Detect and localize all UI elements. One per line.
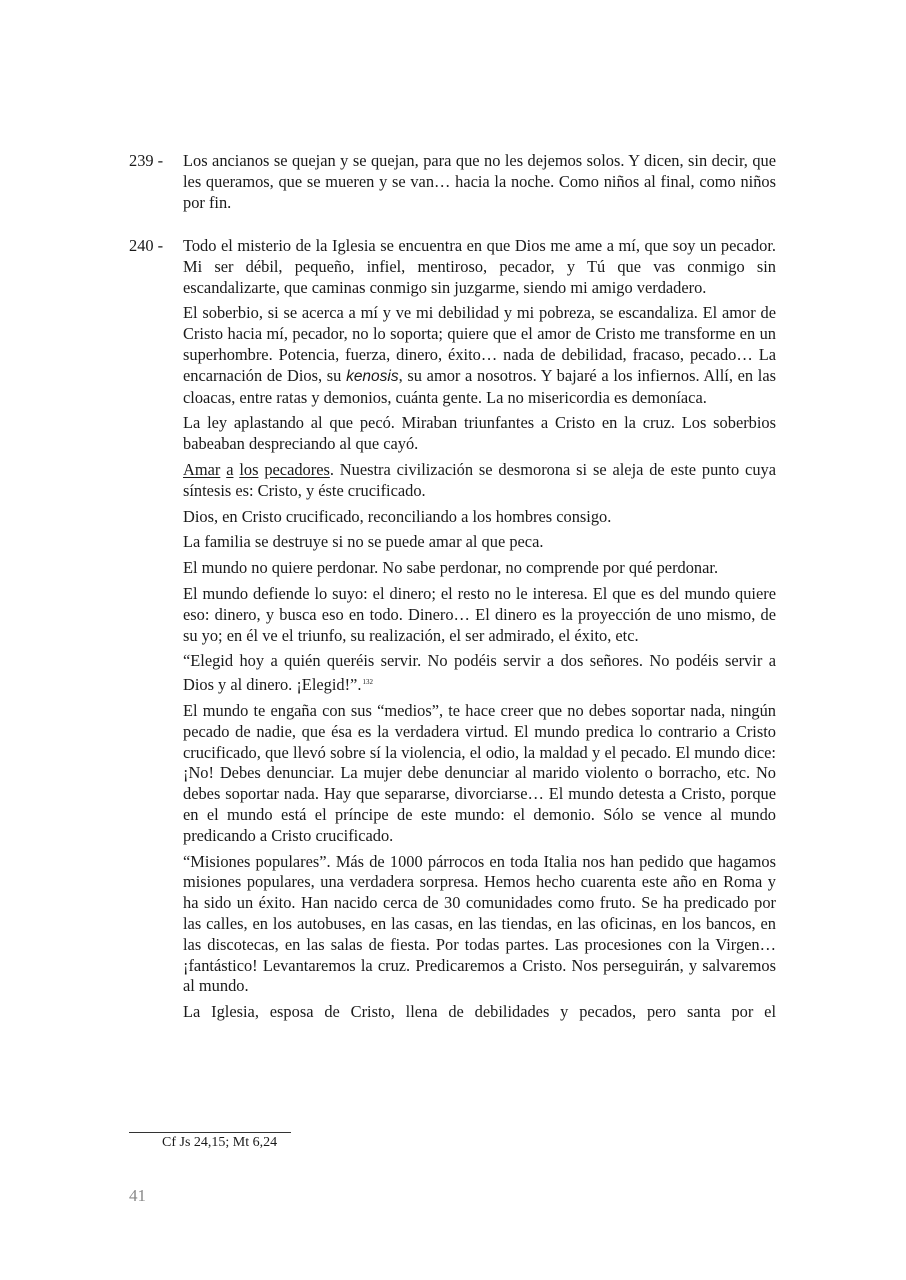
underlined-word: Amar bbox=[183, 459, 221, 479]
paragraph bbox=[183, 303, 776, 408]
text-run: . Nuestra civilización se desmorona si se aleja de este punto cuya síntesis es: Cristo, y éste crucificado. bbox=[183, 459, 777, 500]
paragraph: Dios, en Cristo crucificado, reconciliando a los hombres consigo. bbox=[183, 506, 612, 526]
footnote-rule bbox=[129, 1132, 291, 1133]
paragraph bbox=[183, 460, 776, 502]
footnote-text: Cf Js 24,15; Mt 6,24 bbox=[162, 1135, 278, 1150]
paragraph: El mundo defiende lo suyo: el dinero; el resto no le interesa. El que es del mundo quiere eso: dinero, y busca eso en todo. Dinero… El dinero es la proyección de uno mismo, de su yo; en él ve el triunfo, su realización, el ser admirado, el éxito, etc. bbox=[183, 583, 776, 645]
footnote-reference[interactable]: 132 bbox=[362, 678, 373, 687]
paragraph: La ley aplastando al que pecó. Miraban triunfantes a Cristo en la cruz. Los soberbios babeaban despreciando al que cayó. bbox=[183, 413, 776, 454]
entry-number: 239 - bbox=[129, 151, 164, 170]
text-run: El soberbio, si se acerca a mí y ve mi debilidad y mi pobreza, se escandaliza. El amor de Cristo hacia mí, pecador, no lo soporta; quiere que el amor de Cristo me transforme en un superhombre. Potencia, fuerza, dinero, éxito… nada de debilidad, fracaso, pecado… La encarnación de Dios, su bbox=[183, 303, 776, 385]
paragraph: Los ancianos se quejan y se quejan, para que no les dejemos solos. Y dicen, sin decir, que les queramos, que se mueren y se van… hacia la noche. Como niños al final, como niños por fin. bbox=[183, 151, 776, 212]
page-number: 41 bbox=[129, 1186, 146, 1205]
paragraph: La familia se destruye si no se puede amar al que peca. bbox=[183, 532, 544, 552]
underlined-word: pecadores bbox=[264, 459, 330, 479]
paragraph: “Misiones populares”. Más de 1000 párrocos en toda Italia nos han pedido que hagamos misiones populares, una verdadera sorpresa. Hemos hecho cuarenta este año en Roma y ha sido un éxito. Han nacido cerca de 30 comunidades como fruto. Se ha predicado por las calles, en los autobuses, en las casas, en las tiendas, en las oficinas, en los bancos, en las discotecas, en las salas de fiesta. Por todas partes. Las procesiones con la Virgen… ¡fantástico! Levantaremos la cruz. Predicaremos a Cristo. Nos perseguirán, y salvaremos al mundo. bbox=[183, 851, 776, 996]
text-run: , su amor a nosotros. Y bajaré a los infiernos. Allí, en las cloacas, entre ratas y demonios, cuánta gente. La no misericordia es demoníaca. bbox=[183, 365, 777, 407]
paragraph: La Iglesia, esposa de Cristo, llena de debilidades y pecados, pero santa por el bbox=[183, 1002, 776, 1022]
paragraph: Todo el misterio de la Iglesia se encuentra en que Dios me ame a mí, que soy un pecador. Mi ser débil, pequeño, infiel, mentiroso, pecador, y Tú que vas conmigo sin escandalizarte, que caminas conmigo sin juzgarme, siendo mi amigo verdadero. bbox=[183, 236, 776, 297]
entry-number: 240 - bbox=[129, 236, 164, 255]
entry-body bbox=[183, 236, 776, 1028]
underlined-word: a bbox=[226, 459, 234, 479]
paragraph: El mundo no quiere perdonar. No sabe perdonar, no comprende por qué perdonar. bbox=[183, 558, 719, 578]
text-run: “Elegid hoy a quién queréis servir. No podéis servir a dos señores. No podéis servir a Dios y al dinero. ¡Elegid!”. bbox=[183, 651, 776, 695]
underlined-word: los bbox=[239, 459, 259, 479]
italic-term: kenosis bbox=[346, 367, 399, 385]
paragraph bbox=[183, 651, 776, 696]
paragraph: El mundo te engaña con sus “medios”, te hace creer que no debes soportar nada, ningún pecado de nadie, que ésa es la verdadera virtud. El mundo predica lo contrario a Cristo crucificado, que llevó sobre sí la violencia, el odio, la maldad y el pecado. El mundo dice: ¡No! Debes denunciar. La mujer debe denunciar al marido violento o borracho, etc. No debes soportar nada. Hay que separarse, divorciarse… El mundo detesta a Cristo, porque en el mundo está el príncipe de este mundo: el demonio. Sólo se vence al mundo predicando a Cristo crucificado. bbox=[183, 700, 776, 845]
entry-body bbox=[183, 151, 776, 218]
